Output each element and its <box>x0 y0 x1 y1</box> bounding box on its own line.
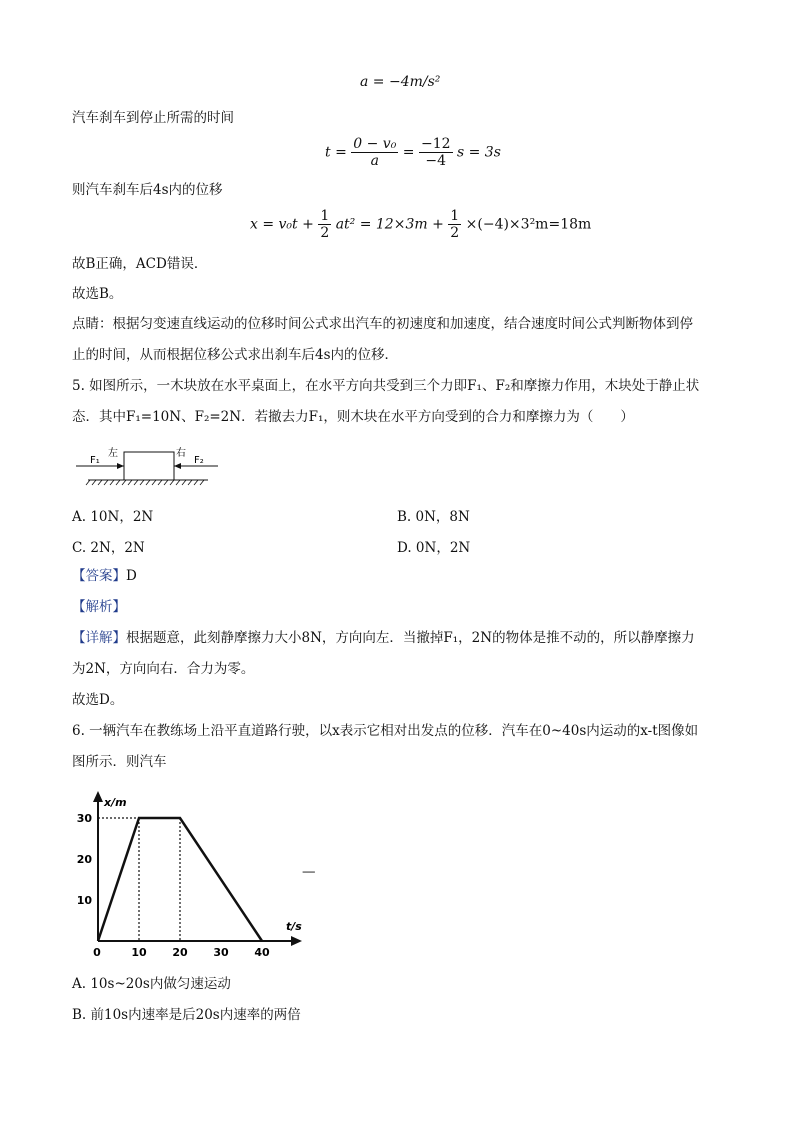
eq-disp-part-1: x = v₀t + <box>250 216 314 233</box>
eq-disp-half-1-num: 1 <box>320 208 330 224</box>
x-tick-30: 30 <box>213 946 229 959</box>
eq-time-equals: = <box>402 144 415 161</box>
wood-block <box>124 452 174 480</box>
eq-time-lhs: t = <box>325 144 347 161</box>
q6-xt-chart <box>72 788 312 963</box>
y-tick-30: 30 <box>76 812 92 825</box>
q6-option-b: B. 前10s内速率是后20s内速率的两倍 <box>72 1007 301 1023</box>
q5-answer <box>72 566 137 586</box>
x-axis-label: t/s <box>286 920 302 933</box>
eq-time-den-2: −4 <box>425 153 447 169</box>
q5-stem-line-2: 态．其中F₁=10N、F₂=2N．若撤去力F₁，则木块在水平方向受到的合力和摩擦力为（ ） <box>72 409 634 425</box>
text-tip-line-1: 点睛：根据匀变速直线运动的位移时间公式求出汽车的初速度和加速度，结合速度时间公式判断物体到停 <box>72 316 693 332</box>
label-f2: F₂ <box>194 455 204 466</box>
q5-option-d: D. 0N，2N <box>397 540 471 556</box>
equation-displacement <box>250 208 591 241</box>
y-ticks <box>77 812 93 907</box>
q5-analysis-tag: 【解析】 <box>72 599 126 615</box>
detail-tag: 【详解】 <box>72 630 126 646</box>
x-tick-20: 20 <box>172 946 188 959</box>
eq-disp-part-2: at² = 12×3m + <box>335 216 444 233</box>
answer-tag: 【答案】 <box>72 568 126 584</box>
q6-stem-line-1: 6. 一辆汽车在教练场上沿平直道路行驶，以x表示它相对出发点的位移．汽车在0~40s内运动的x-t图像如 <box>72 723 699 739</box>
f1-arrowhead <box>117 463 124 469</box>
q5-option-a: A. 10N，2N <box>72 509 154 525</box>
q5-option-c: C. 2N，2N <box>72 540 145 556</box>
ground-hatch <box>86 480 204 485</box>
eq-time-fraction-2 <box>419 136 453 169</box>
detail-text-1: 根据题意，此刻静摩擦力大小8N，方向向左．当撤掉F₁，2N的物体是推不动的，所以静摩擦力 <box>126 630 695 646</box>
eq-disp-part-3: ×(−4)×3²m=18m <box>465 216 592 233</box>
q5-choose: 故选D。 <box>72 692 124 708</box>
eq-time-num-2: −12 <box>420 136 451 152</box>
q5-stem-line-1: 5. 如图所示，一木块放在水平桌面上，在水平方向共受到三个力即F₁、F₂和摩擦力作用，木块处于静止状 <box>72 378 700 394</box>
x-tick-10: 10 <box>131 946 147 959</box>
q6-stem-line-2: 图所示．则汽车 <box>72 754 167 770</box>
q6-option-a: A. 10s~20s内做匀速运动 <box>72 976 231 992</box>
dotted-guides <box>98 818 180 941</box>
y-axis-label: x/m <box>104 796 127 809</box>
label-f1: F₁ <box>90 455 100 466</box>
x-axis-arrowhead <box>291 936 302 946</box>
eq-disp-half-1 <box>318 208 331 241</box>
x-tick-40: 40 <box>254 946 270 959</box>
eq-time-fraction-1 <box>351 136 398 169</box>
eq-time-den-1: a <box>370 153 379 169</box>
text-brake-time: 汽车刹车到停止所需的时间 <box>72 110 234 126</box>
eq-disp-half-2-num: 1 <box>450 208 460 224</box>
y-tick-20: 20 <box>76 853 92 866</box>
x-ticks <box>93 946 270 959</box>
text-choose-b: 故选B。 <box>72 286 123 302</box>
label-right: 右 <box>176 448 186 459</box>
eq-disp-half-2 <box>448 208 461 241</box>
eq-time-num-1: 0 − v₀ <box>353 136 397 152</box>
answer-value: D <box>126 568 137 584</box>
y-tick-10: 10 <box>76 894 92 907</box>
eq-time-rhs: s = 3s <box>456 144 501 161</box>
eq-disp-half-1-den: 2 <box>320 225 330 241</box>
x-tick-0: 0 <box>93 946 101 959</box>
q5-option-b: B. 0N，8N <box>397 509 470 525</box>
text-conclusion: 故B正确，ACD错误． <box>72 256 208 272</box>
y-axis-arrowhead <box>93 791 103 802</box>
q5-force-diagram <box>72 442 222 492</box>
eq-disp-half-2-den: 2 <box>450 225 460 241</box>
label-left: 左 <box>108 448 118 459</box>
text-tip-line-2: 止的时间，从而根据位移公式求出刹车后4s内的位移． <box>72 347 399 363</box>
q6-dash-mark: — <box>302 864 316 880</box>
text-displacement-intro: 则汽车刹车后4s内的位移 <box>72 182 223 198</box>
f2-arrowhead <box>174 463 181 469</box>
q5-detail-line-2: 为2N，方向向右．合力为零。 <box>72 661 255 677</box>
q5-detail-line-1 <box>72 628 695 648</box>
equation-acceleration: a = −4m/s² <box>360 74 441 90</box>
equation-time <box>325 136 501 169</box>
